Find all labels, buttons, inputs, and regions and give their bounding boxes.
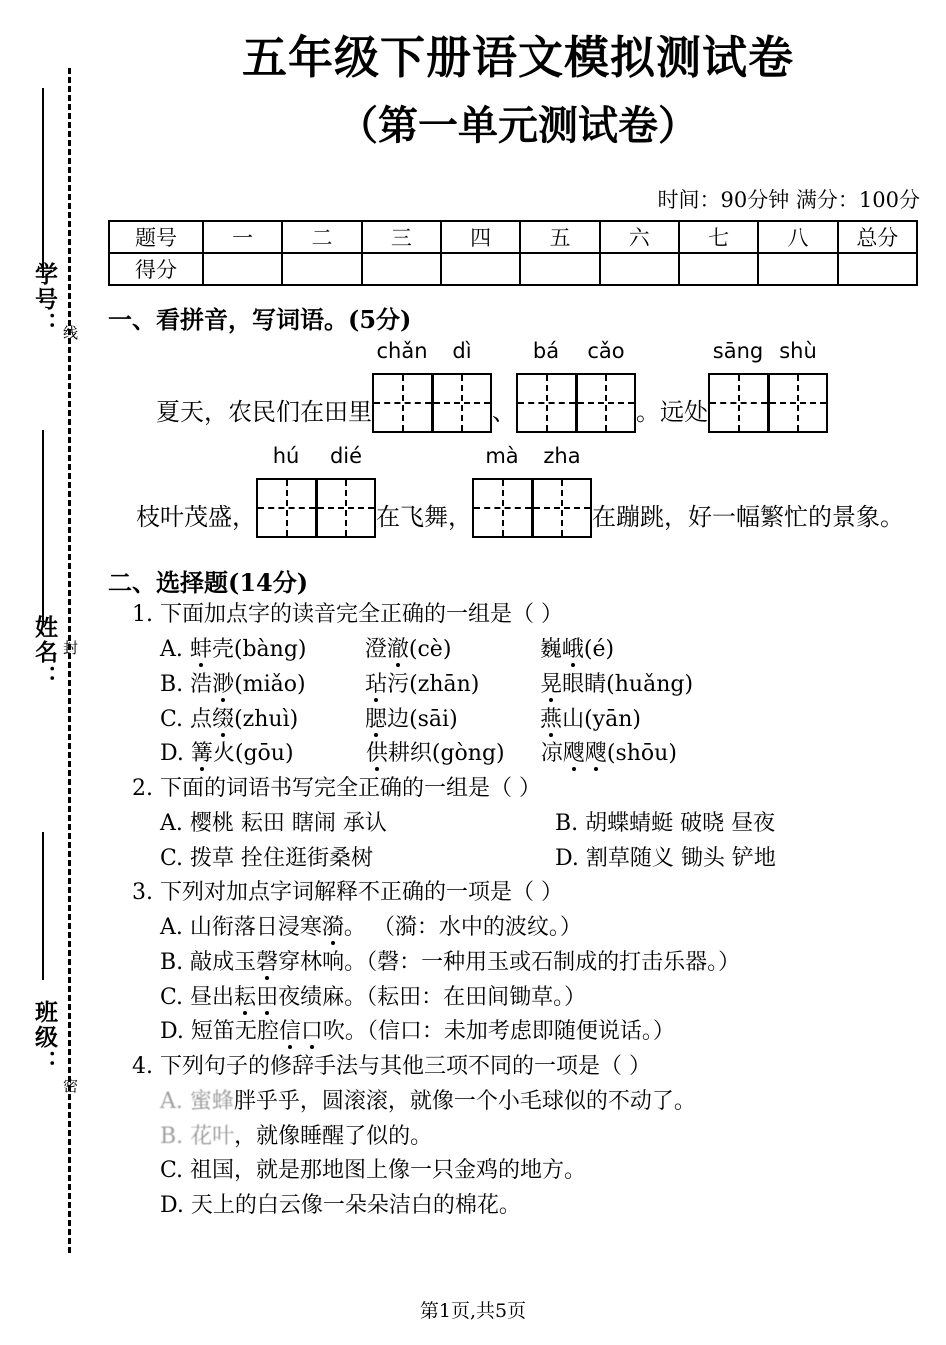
option-row[interactable]: [160, 1085, 928, 1120]
pinyin-label: bá cǎo: [532, 339, 625, 364]
option-item: 燕山(yān): [540, 706, 641, 732]
seal-dashed-line: [68, 68, 71, 1253]
option-text: 胖乎乎，圆滚滚，就像一个小毛球似的不动了。: [233, 1088, 696, 1114]
dotted-char-group: 信口: [278, 1019, 323, 1045]
pinyin-label: chǎn dì: [376, 339, 472, 364]
option-item[interactable]: D. 割草随义 锄头 铲地: [555, 845, 776, 871]
dotted-char-group: 耘田: [234, 984, 279, 1010]
score-col-header: 五: [520, 221, 599, 253]
pinyin-answer-group[interactable]: [372, 339, 492, 433]
sentence-text: 枝叶茂盛，: [136, 503, 256, 532]
dotted-char-group: 峨: [561, 637, 584, 662]
score-col-header: 总分: [838, 221, 917, 253]
option-item: 晃眼睛(huǎng): [540, 671, 694, 697]
option-text: 夜绩麻。（耘田：在田间锄草。）: [278, 984, 587, 1010]
option-text: ，就像睡醒了似的。: [234, 1123, 433, 1149]
question-block: [132, 1050, 928, 1224]
question-block: [132, 772, 928, 876]
pinyin-label: mà zha: [485, 444, 581, 469]
tianzige-boxes[interactable]: [372, 373, 492, 433]
tianzige-cell[interactable]: [708, 373, 768, 433]
option-item: 蚌壳(bàng): [189, 637, 307, 662]
option-row[interactable]: [160, 1015, 928, 1050]
pinyin-answer-group[interactable]: [256, 444, 376, 538]
student-id-label: 学号：: [31, 262, 57, 337]
tianzige-cell[interactable]: [516, 373, 576, 433]
option-row[interactable]: [160, 633, 928, 668]
score-table-row: [109, 221, 917, 253]
option-row[interactable]: [160, 807, 928, 842]
option-row[interactable]: [160, 1189, 928, 1224]
score-table-row: [109, 253, 917, 285]
option-item: 玷污(zhān): [365, 671, 480, 697]
dotted-char-group: 飕飕: [562, 741, 607, 767]
pinyin-line: [108, 335, 928, 440]
tianzige-boxes[interactable]: [708, 373, 828, 433]
tianzige-boxes[interactable]: [472, 478, 592, 538]
tianzige-cell[interactable]: [768, 373, 828, 433]
score-col-header: 四: [441, 221, 520, 253]
option-label: C.: [160, 706, 191, 732]
option-label: A.: [160, 637, 190, 662]
dotted-char-group: 渺: [212, 671, 235, 697]
sentence-text: 。远处: [636, 398, 708, 427]
option-item: 腮边(sāi): [365, 706, 458, 732]
seal-margin: [0, 0, 100, 1345]
score-cell[interactable]: [838, 253, 917, 285]
dotted-char-group: 磬: [256, 949, 279, 975]
tianzige-cell[interactable]: [372, 373, 432, 433]
option-label: B.: [160, 1123, 191, 1149]
question-stem: 2. 下面的词语书写完全正确的一组是（ ）: [132, 776, 541, 801]
option-list: [160, 807, 928, 877]
exam-meta: 时间：90分钟 满分：100分: [657, 188, 920, 213]
score-col-header: 八: [758, 221, 837, 253]
student-name-label: 姓名：: [31, 615, 57, 690]
pinyin-label: sāng shù: [712, 339, 817, 364]
score-row-label: 题号: [109, 221, 203, 253]
dotted-char-group: 缀: [212, 706, 235, 732]
question-block: [132, 876, 928, 1050]
sentence-text: 夏天，农民们在田里: [156, 398, 372, 427]
option-text: 祖国，就是那地图上像一只金鸡的地方。: [190, 1158, 587, 1184]
dotted-char-group: 晃: [540, 671, 563, 697]
tianzige-cell[interactable]: [576, 373, 636, 433]
score-cell[interactable]: [441, 253, 520, 285]
option-item: 巍峨(é): [539, 637, 615, 662]
question-stem: 4. 下列句子的修辞手法与其他三项不同的一项是（ ）: [132, 1054, 651, 1079]
option-row[interactable]: [160, 1120, 928, 1155]
option-label: A. 山衔落日浸寒: [160, 915, 322, 940]
dotted-char-group: 澈: [386, 637, 409, 662]
option-item: 澄澈(cè): [364, 637, 452, 662]
option-label: A.: [160, 1088, 190, 1114]
exam-content: [108, 0, 928, 1345]
tianzige-boxes[interactable]: [516, 373, 636, 433]
score-cell[interactable]: [520, 253, 599, 285]
write-line-3: [42, 832, 44, 980]
dotted-char-group: 腮: [365, 706, 388, 732]
dotted-char-group: 漪: [321, 915, 344, 940]
option-item: 供耕织(gòng): [365, 741, 505, 767]
tianzige-cell[interactable]: [472, 478, 532, 538]
class-label: 班级：: [31, 1000, 57, 1075]
pinyin-answer-group[interactable]: [472, 444, 592, 538]
score-cell[interactable]: [282, 253, 361, 285]
score-table: [108, 220, 918, 286]
pinyin-answer-group[interactable]: [708, 339, 828, 433]
seal-char-xian: 线: [61, 325, 79, 342]
tianzige-cell[interactable]: [532, 478, 592, 538]
question-block: [132, 598, 928, 772]
dotted-char-group: 供: [365, 741, 388, 767]
score-cell[interactable]: [203, 253, 282, 285]
option-item[interactable]: B. 胡蝶蜻蜓 破晓 昼夜: [555, 810, 776, 836]
score-row-label: 得分: [109, 253, 203, 285]
seal-char-feng: 封: [61, 640, 79, 657]
option-item[interactable]: A. 樱桃 耘田 瞎闹 承认: [160, 810, 387, 836]
option-label: C. 昼出: [160, 984, 235, 1010]
score-col-header: 六: [600, 221, 679, 253]
option-label: B. 敲成玉: [160, 949, 257, 975]
degraded-text: 花叶: [190, 1123, 235, 1149]
section-2-heading: 二、选择题(14分): [108, 568, 309, 598]
choice-questions: [108, 598, 928, 1224]
option-text: 穿林响。（磬：一种用玉或石制成的打击乐器。）: [278, 949, 741, 975]
option-item[interactable]: C. 拨草 拴住逛街桑树: [160, 845, 374, 871]
sentence-text: 、: [492, 398, 516, 427]
option-item: 篝火(gōu): [190, 741, 294, 767]
option-item: 浩渺(miǎo): [190, 671, 306, 697]
tianzige-cell[interactable]: [432, 373, 492, 433]
option-text: 。 （漪：水中的波纹。）: [343, 915, 582, 940]
option-text: 天上的白云像一朵朵洁白的棉花。: [190, 1193, 521, 1218]
option-row[interactable]: [160, 981, 928, 1016]
option-row[interactable]: [160, 842, 928, 877]
write-line-1: [42, 88, 44, 278]
dotted-char-group: 蚌: [189, 637, 212, 662]
page-title: 五年级下册语文模拟测试卷: [241, 31, 794, 84]
dotted-char-group: 玷: [365, 671, 388, 697]
option-label: D.: [160, 741, 191, 767]
seal-char-mi: 密: [61, 1078, 79, 1095]
option-list: [160, 1085, 928, 1224]
option-label: D.: [160, 1193, 191, 1218]
score-cell[interactable]: [600, 253, 679, 285]
sentence-text: 在蹦跳，好一幅繁忙的景象。: [592, 503, 904, 532]
sentence-text: 在飞舞，: [376, 503, 472, 532]
tianzige-cell[interactable]: [256, 478, 316, 538]
pinyin-answer-group[interactable]: [516, 339, 636, 433]
option-label: D. 短笛无腔: [160, 1019, 279, 1045]
option-list: [160, 911, 928, 1050]
section-1-heading: 一、看拼音，写词语。(5分): [108, 305, 412, 335]
pinyin-line: [108, 440, 928, 545]
pinyin-label: hú dié: [272, 444, 363, 469]
pinyin-writing-area: [108, 335, 928, 545]
dotted-char-group: 篝: [190, 741, 213, 767]
score-col-header: 三: [362, 221, 441, 253]
option-row[interactable]: [160, 1154, 928, 1189]
page-footer: 第1页,共5页: [419, 1300, 527, 1322]
option-row[interactable]: [160, 911, 928, 946]
score-col-header: 二: [282, 221, 361, 253]
tianzige-boxes[interactable]: [256, 478, 376, 538]
question-stem: 1. 下面加点字的读音完全正确的一组是（ ）: [132, 602, 563, 628]
page-subtitle: （第一单元测试卷）: [338, 102, 698, 150]
score-col-header: 七: [679, 221, 758, 253]
tianzige-cell[interactable]: [316, 478, 376, 538]
question-stem: 3. 下列对加点字词解释不正确的一项是（ ）: [132, 880, 563, 906]
option-item: 凉飕飕(shōu): [540, 741, 677, 767]
write-line-2: [42, 430, 44, 620]
score-cell[interactable]: [362, 253, 441, 285]
option-label: B.: [160, 671, 191, 697]
score-col-header: 一: [203, 221, 282, 253]
option-row[interactable]: [160, 946, 928, 981]
degraded-text: 蜜蜂: [189, 1088, 234, 1114]
option-row[interactable]: [160, 703, 928, 738]
dotted-char-group: 燕: [540, 706, 563, 732]
option-text: 吹。（信口：未加考虑即随便说话。）: [322, 1019, 675, 1045]
option-row[interactable]: [160, 668, 928, 703]
option-label: C.: [160, 1158, 191, 1184]
option-list: [160, 633, 928, 772]
score-cell[interactable]: [758, 253, 837, 285]
score-cell[interactable]: [679, 253, 758, 285]
option-item: 点缀(zhuì): [190, 706, 299, 732]
option-row[interactable]: [160, 737, 928, 772]
